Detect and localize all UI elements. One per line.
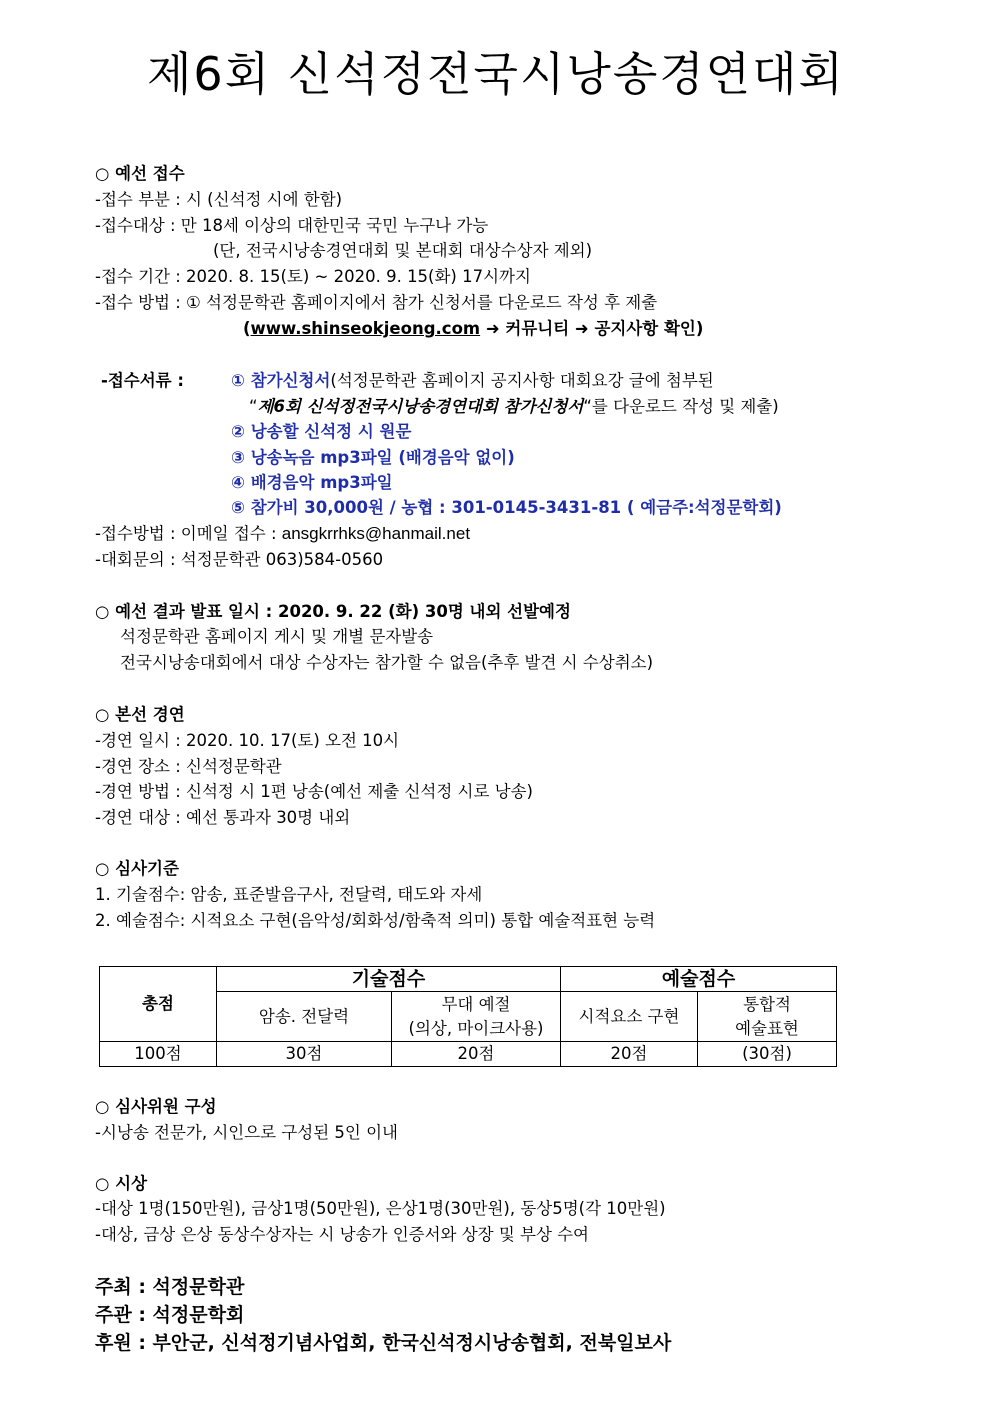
result-heading: [95, 601, 571, 623]
doc-5: ⑤ 참가비 30,000원 / 농협 : 301-0145-3431-81 ( 예금주:석정문학회): [231, 498, 782, 517]
col-integrated-2: 예술표현: [735, 1018, 799, 1038]
awards-line-2: -대상, 금상 은상 동상수상자는 시 낭송가 인증서와 상장 및 부상 수여: [95, 1225, 590, 1244]
doc-1-quote: 제6회 신석정전국시낭송경연대회 참가신청서: [257, 397, 584, 416]
art-header: 예술점수: [561, 967, 837, 992]
criteria-line-2: 2. 예술점수: 시적요소 구현(음악성/회화성/함축적 의미) 통합 예술적표현 능력: [95, 911, 656, 930]
email-address[interactable]: ansgkrrhks@hanmail.net: [281, 524, 471, 543]
doc-1-cont: [249, 396, 779, 418]
prelim-target-note: (단, 전국시낭송경연대회 및 본대회 대상수상자 제외): [213, 241, 593, 260]
method-url-rest: ➜ 커뮤니티 ➜ 공지사항 확인): [480, 319, 704, 338]
paren-open: (: [243, 319, 251, 338]
prelim-field: -접수 부분 : 시 (신석정 시에 한함): [95, 190, 343, 209]
final-method: -경연 방법 : 신석정 시 1편 낭송(예선 제출 신석정 시로 낭송): [95, 782, 533, 801]
total-header: 총점: [100, 967, 217, 1042]
col-memorization: 암송. 전달력: [217, 992, 392, 1042]
doc-1-head: ① 참가신청서: [231, 371, 331, 390]
prelim-method-url-line: [243, 318, 703, 340]
prelim-target: -접수대상 : 만 18세 이상의 대한민국 국민 누구나 가능: [95, 216, 489, 235]
footer-host: 주최 : 석정문학관: [95, 1276, 245, 1298]
final-date: -경연 일시 : 2020. 10. 17(토) 오전 10시: [95, 731, 400, 750]
awards-heading: ○ 시상: [95, 1174, 148, 1193]
prelim-contact: -대회문의 : 석정문학관 063)584-0560: [95, 550, 384, 569]
footer-organizer: 주관 : 석정문학회: [95, 1304, 245, 1326]
col-integrated: [698, 992, 837, 1042]
quote-open: “: [249, 397, 258, 416]
awards-line-1: -대상 1명(150만원), 금상1명(50만원), 은상1명(30만원), 동상5명(각 10만원): [95, 1199, 666, 1218]
col-poetic-element: 시적요소 구현: [561, 992, 698, 1042]
final-target: -경연 대상 : 예선 통과자 30명 내외: [95, 808, 351, 827]
doc-3: ③ 낭송녹음 mp3파일 (배경음악 없이): [231, 448, 515, 467]
criteria-heading: ○ 심사기준: [95, 859, 179, 878]
prelim-heading: ○ 예선 접수: [95, 164, 185, 183]
doc-2: ② 낭송할 신석정 시 원문: [231, 422, 412, 441]
tech-header: 기술점수: [217, 967, 561, 992]
footer-sponsor: 후원 : 부안군, 신석정기념사업회, 한국신석정시낭송협회, 전북일보사: [95, 1332, 672, 1354]
judges-line: -시낭송 전문가, 시인으로 구성된 5인 이내: [95, 1123, 398, 1142]
criteria-line-1: 1. 기술점수: 암송, 표준발음구사, 전달력, 태도와 자세: [95, 885, 483, 904]
col-stage-manner: [392, 992, 561, 1042]
doc-1-tail: “를 다운로드 작성 및 제출): [583, 397, 779, 416]
value-poetic-element: 20점: [561, 1042, 698, 1067]
doc-1: [231, 370, 714, 392]
col-stage-manner-2: (의상, 마이크사용): [408, 1018, 544, 1038]
result-line-2: 전국시낭송대회에서 대상 수상자는 참가할 수 없음(추후 발견 시 수상취소): [120, 653, 654, 672]
value-integrated: (30점): [698, 1042, 837, 1067]
judges-heading: ○ 심사위원 구성: [95, 1097, 217, 1116]
value-total: 100점: [100, 1042, 217, 1067]
value-stage-manner: 20점: [392, 1042, 561, 1067]
score-table: [99, 966, 837, 1067]
result-line-1: 석정문학관 홈페이지 게시 및 개별 문자발송: [120, 627, 434, 646]
final-place: -경연 장소 : 신석정문학관: [95, 757, 282, 776]
doc-4: ④ 배경음악 mp3파일: [231, 473, 393, 492]
page-title: 제6회 신석정전국시낭송경연대회: [147, 47, 845, 101]
prelim-method: -접수 방법 : ① 석정문학관 홈페이지에서 참가 신청서를 다운로드 작성 후 제출: [95, 293, 658, 312]
homepage-link[interactable]: www.shinseokjeong.com: [250, 319, 481, 338]
col-stage-manner-1: 무대 예절: [441, 994, 511, 1014]
result-heading-label: ○ 예선 결과 발표 일시 :: [95, 602, 278, 621]
docs-label: -접수서류 :: [101, 371, 184, 390]
value-memorization: 30점: [217, 1042, 392, 1067]
result-heading-value: 2020. 9. 22 (화) 30명 내외 선발예정: [277, 602, 571, 621]
prelim-email: [95, 523, 470, 545]
doc-1-rest: (석정문학관 홈페이지 공지사항 대회요강 글에 첨부된: [330, 371, 714, 390]
col-integrated-1: 통합적: [743, 994, 791, 1014]
final-heading: ○ 본선 경연: [95, 705, 185, 724]
email-label: -접수방법 : 이메일 접수 :: [95, 524, 282, 543]
prelim-period: -접수 기간 : 2020. 8. 15(토) ~ 2020. 9. 15(화) 17시까지: [95, 267, 531, 286]
